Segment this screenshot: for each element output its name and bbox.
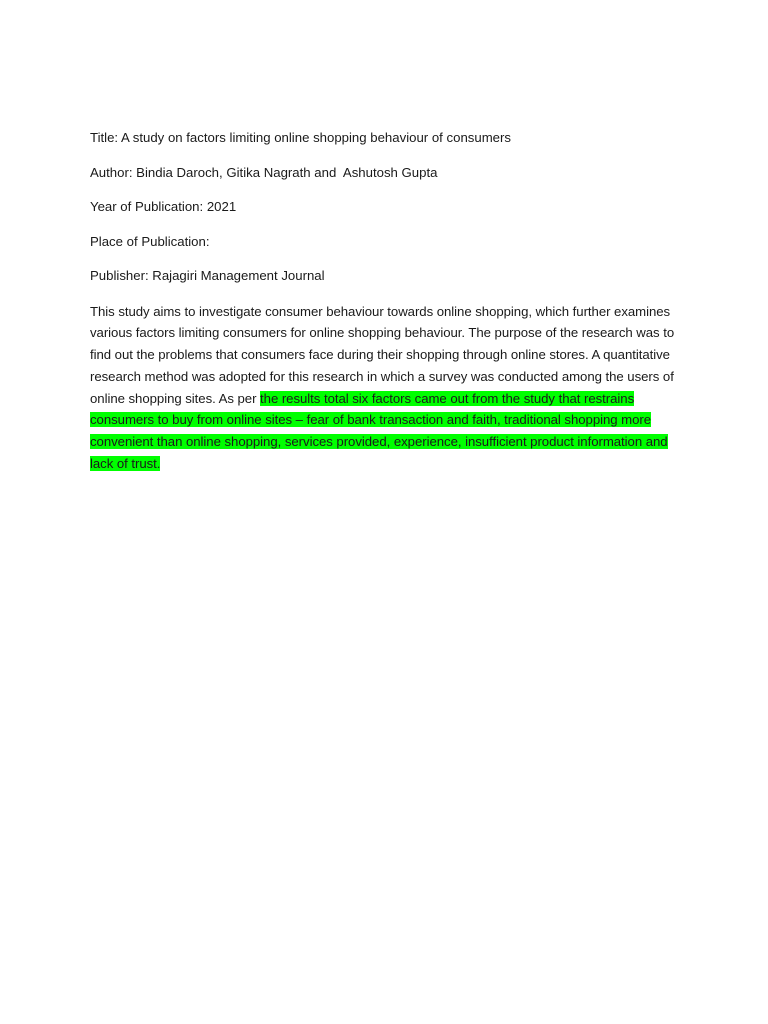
abstract-paragraph <box>90 301 680 475</box>
highlighted-text: the results total six factors came out from the study that restrains consumers to buy from online sites – fear of bank transaction and faith, traditional shopping more convenient than online shopping, services provided, experience, insufficient product information and lack of trust. <box>90 390 668 472</box>
abstract-text: This study aims to investigate consumer behaviour towards online shopping, which further examines various factors limiting consumers for online shopping behaviour. The purpose of the research was to find out the problems that consumers face during their shopping through online stores. A quantitative research method was adopted for this research in which a survey was conducted among the users of online shopping sites. As per <box>90 303 678 406</box>
document-body <box>90 128 680 475</box>
title-line: Title: A study on factors limiting online shopping behaviour of consumers <box>90 130 512 145</box>
place-line: Place of Publication: <box>90 233 210 249</box>
publisher-line: Publisher: Rajagiri Management Journal <box>90 268 325 283</box>
year-line: Year of Publication: 2021 <box>90 199 237 214</box>
author-line: Author: Bindia Daroch, Gitika Nagrath and Ashutosh Gupta <box>90 164 438 180</box>
